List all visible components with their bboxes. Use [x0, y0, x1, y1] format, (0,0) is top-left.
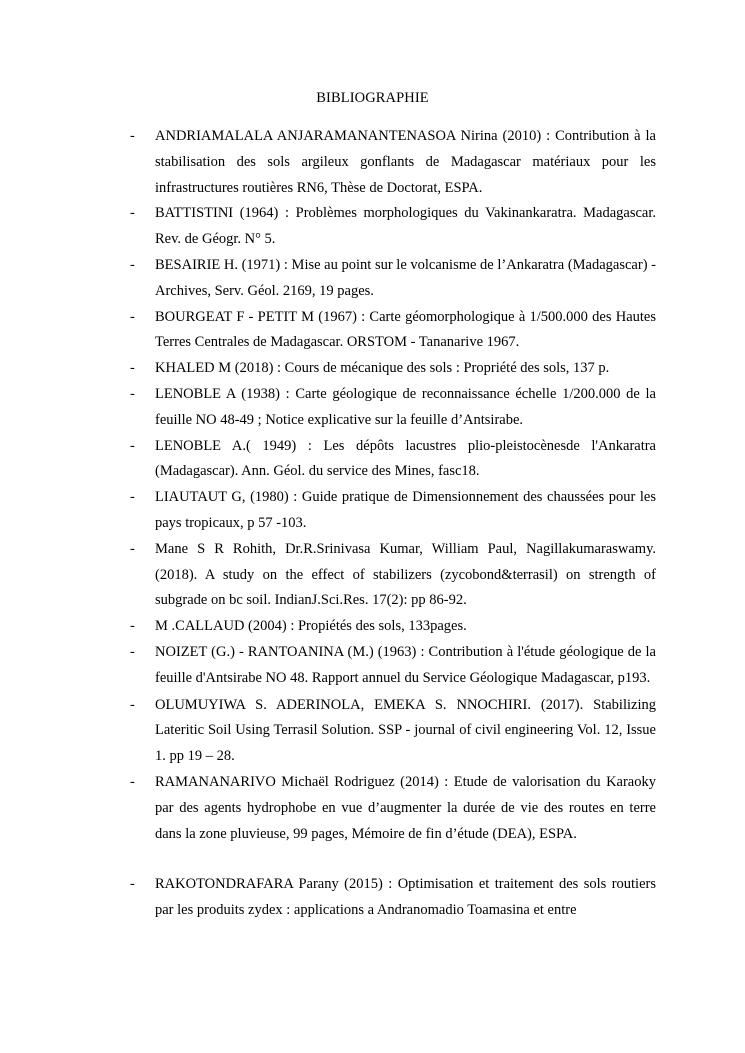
reference-list [0, 124, 745, 924]
reference-item [0, 693, 745, 770]
reference-text: ANDRIAMALALA ANJARAMANANTENASOA Nirina (2010) : Contribution à la stabilisation des sols argileux gonflants de Madagascar matériaux pour les infrastructures routières RN6, Thèse de Doctorat, ESPA. [155, 128, 656, 196]
page-title: BIBLIOGRAPHIE [316, 90, 429, 106]
reference-item [0, 770, 745, 847]
reference-item [0, 124, 745, 201]
list-bullet: - [130, 489, 135, 506]
reference-item [0, 201, 745, 253]
reference-text: OLUMUYIWA S. ADERINOLA, EMEKA S. NNOCHIRI. (2017). Stabilizing Lateritic Soil Using Terrasil Solution. SSP - journal of civil engineering Vol. 12, Issue 1. pp 19 – 28. [155, 696, 656, 765]
reference-item [0, 872, 745, 924]
list-bullet: - [130, 696, 135, 713]
reference-item [0, 305, 745, 357]
reference-text: KHALED M (2018) : Cours de mécanique des sols : Propriété des sols, 137 p. [155, 360, 610, 377]
reference-text: RAMANANARIVO Michaël Rodriguez (2014) : Etude de valorisation du Karaoky par des agents hydrophobe en vue d’augmenter la durée de vie des routes en terre dans la zone pluvieuse, 99 pages, Mémoire de fin d’étude (DEA), ESPA. [155, 773, 656, 842]
reference-text: BESAIRIE H. (1971) : Mise au point sur le volcanisme de l’Ankaratra (Madagascar) -Archives, Serv. Géol. 2169, 19 pages. [155, 256, 656, 299]
reference-text: LENOBLE A.( 1949) : Les dépôts lacustres plio-pleistocènesde l'Ankaratra (Madagascar). Ann. Géol. du service des Mines, fasc18. [155, 437, 656, 480]
paragraph-spacer [0, 847, 745, 872]
list-bullet: - [130, 618, 135, 635]
list-bullet: - [130, 385, 135, 402]
reference-item [0, 253, 745, 305]
list-bullet: - [130, 876, 135, 893]
list-bullet: - [130, 128, 135, 144]
reference-item [0, 382, 745, 434]
reference-item [0, 356, 745, 382]
reference-item [0, 640, 745, 692]
reference-item [0, 485, 745, 537]
reference-text: LENOBLE A (1938) : Carte géologique de reconnaissance échelle 1/200.000 de la feuille NO 48-49 ; Notice explicative sur la feuille d’Antsirabe. [155, 385, 656, 428]
reference-text: LIAUTAUT G, (1980) : Guide pratique de Dimensionnement des chaussées pour les pays tropicaux, p 57 -103. [155, 489, 656, 531]
reference-text: BOURGEAT F - PETIT M (1967) : Carte géomorphologique à 1/500.000 des Hautes Terres Centrales de Madagascar. ORSTOM - Tananarive 1967. [155, 308, 656, 351]
reference-text: BATTISTINI (1964) : Problèmes morphologiques du Vakinankaratra. Madagascar. Rev. de Géogr. N° 5. [155, 205, 656, 248]
reference-text: NOIZET (G.) - RANTOANINA (M.) (1963) : Contribution à l'étude géologique de la feuille d'Antsirabe NO 48. Rapport annuel du Service Géologique Madagascar, p193. [155, 643, 656, 686]
reference-text: M .CALLAUD (2004) : Propiétés des sols, 133pages. [155, 618, 467, 635]
reference-text: RAKOTONDRAFARA Parany (2015) : Optimisation et traitement des sols routiers par les produits zydex : applications a Andranomadio Toamasina et entre [155, 876, 656, 919]
reference-item [0, 537, 745, 614]
reference-item [0, 614, 745, 640]
list-bullet: - [130, 308, 135, 325]
list-bullet: - [130, 256, 135, 273]
list-bullet: - [130, 643, 135, 660]
list-bullet: - [130, 540, 135, 557]
reference-text: Mane S R Rohith, Dr.R.Srinivasa Kumar, William Paul, Nagillakumaraswamy. (2018). A study on the effect of stabilizers (zycobond&terrasil) on strength of subgrade on bc soil. IndianJ.Sci.Res. 17(2): pp 86-92. [155, 540, 656, 609]
list-bullet: - [130, 205, 135, 222]
list-bullet: - [130, 360, 135, 377]
list-bullet: - [130, 437, 135, 454]
reference-item [0, 434, 745, 486]
list-bullet: - [130, 773, 135, 790]
